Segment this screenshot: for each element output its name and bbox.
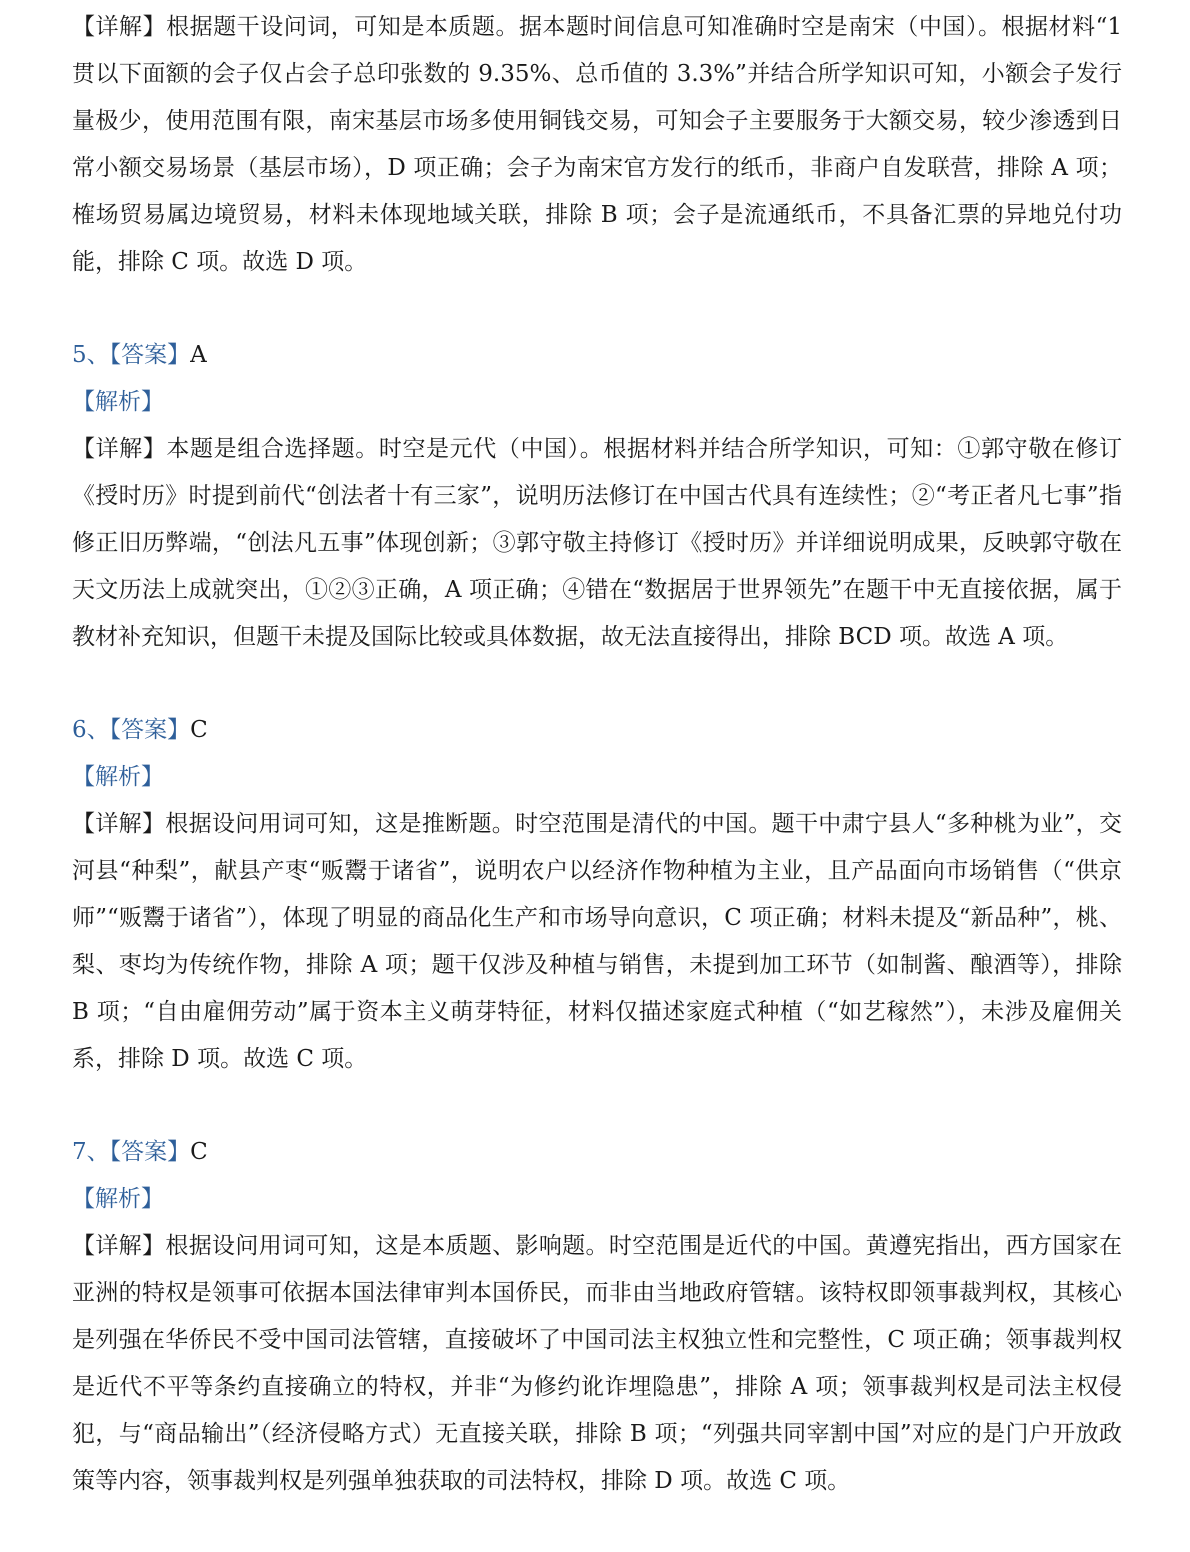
detail-text: 根据设问用词可知，这是推断题。时空范围是清代的中国。题干中肃宁县人“多种桃为业”，交河县“种梨”，献县产枣“贩鬻于诸省”，说明农户以经济作物种植为主业，且产品面向市场销售（“供京师”“贩鬻于诸省”），体现了明显的商品化生产和市场导向意识，C 项正确；材料未提及“新品种”，桃、梨、枣均为传统作物，排除 A 项；题干仅涉及种植与销售，未提到加工环节（如制酱、酿酒等），排除 B 项；“自由雇佣劳动”属于资本主义萌芽特征，材料仅描述家庭式种植（“如艺稼然”），未涉及雇佣关系，排除 D 项。故选 C 项。 (72, 811, 1122, 1072)
detail-tag: 【详解】 (72, 811, 166, 837)
question-7-section (72, 1129, 1122, 1505)
detail-text: 根据题干设问词，可知是本质题。据本题时间信息可知准确时空是南宋（中国）。根据材料“1 贯以下面额的会子仅占会子总印张数的 9.35%、总币值的 3.3%”并结合所学知识可知，小额会子发行量极少，使用范围有限，南宋基层市场多使用铜钱交易，可知会子主要服务于大额交易，较少渗透到日常小额交易场景（基层市场），D 项正确；会子为南宋官方发行的纸币，非商户自发联营，排除 A 项；榷场贸易属边境贸易，材料未体现地域关联，排除 B 项；会子是流通纸币，不具备汇票的异地兑付功能，排除 C 项。故选 D 项。 (72, 14, 1122, 275)
answer-line (72, 707, 1122, 754)
detail-paragraph (72, 4, 1122, 286)
detail-tag: 【详解】 (72, 436, 167, 462)
answer-label: 【答案】 (109, 342, 191, 368)
detail-text: 本题是组合选择题。时空是元代（中国）。根据材料并结合所学知识，可知：①郭守敬在修订《授时历》时提到前代“创法者十有三家”，说明历法修订在中国古代具有连续性；②“考正者凡七事”指修正旧历弊端，“创法凡五事”体现创新；③郭守敬主持修订《授时历》并详细说明成果，反映郭守敬在天文历法上成就突出，①②③正确，A 项正确；④错在“数据居于世界领先”在题干中无直接依据，属于教材补充知识，但题干未提及国际比较或具体数据，故无法直接得出，排除 BCD 项。故选 A 项。 (72, 436, 1123, 650)
question-5-section (72, 332, 1122, 661)
analysis-label: 【解析】 (72, 764, 164, 790)
detail-text: 根据设问用词可知，这是本质题、影响题。时空范围是近代的中国。黄遵宪指出，西方国家在亚洲的特权是领事可依据本国法律审判本国侨民，而非由当地政府管辖。该特权即领事裁判权，其核心是列强在华侨民不受中国司法管辖，直接破坏了中国司法主权独立性和完整性，C 项正确；领事裁判权是近代不平等条约直接确立的特权，并非“为修约讹诈埋隐患”，排除 A 项；领事裁判权是司法主权侵犯，与“商品输出”（经济侵略方式）无直接关联，排除 B 项；“列强共同宰割中国”对应的是门户开放政策等内容，领事裁判权是列强单独获取的司法特权，排除 D 项。故选 C 项。 (72, 1233, 1123, 1494)
document-page (72, 4, 1122, 1505)
detail-paragraph (72, 1223, 1122, 1505)
answer-line (72, 1129, 1122, 1176)
question-number: 6、 (72, 717, 110, 743)
intro-section (72, 4, 1122, 286)
answer-value: C (190, 1139, 208, 1165)
answer-value: C (190, 717, 208, 743)
analysis-label: 【解析】 (72, 1186, 164, 1212)
answer-line (72, 332, 1122, 379)
question-number: 5、 (72, 342, 110, 368)
detail-paragraph (72, 426, 1122, 661)
answer-label: 【答案】 (109, 717, 191, 743)
detail-tag: 【详解】 (72, 1233, 166, 1259)
detail-tag: 【详解】 (72, 14, 167, 40)
question-6-section (72, 707, 1122, 1083)
answer-label: 【答案】 (109, 1139, 191, 1165)
analysis-label: 【解析】 (72, 389, 164, 415)
answer-value: A (190, 342, 207, 368)
detail-paragraph (72, 801, 1122, 1083)
question-number: 7、 (72, 1139, 110, 1165)
